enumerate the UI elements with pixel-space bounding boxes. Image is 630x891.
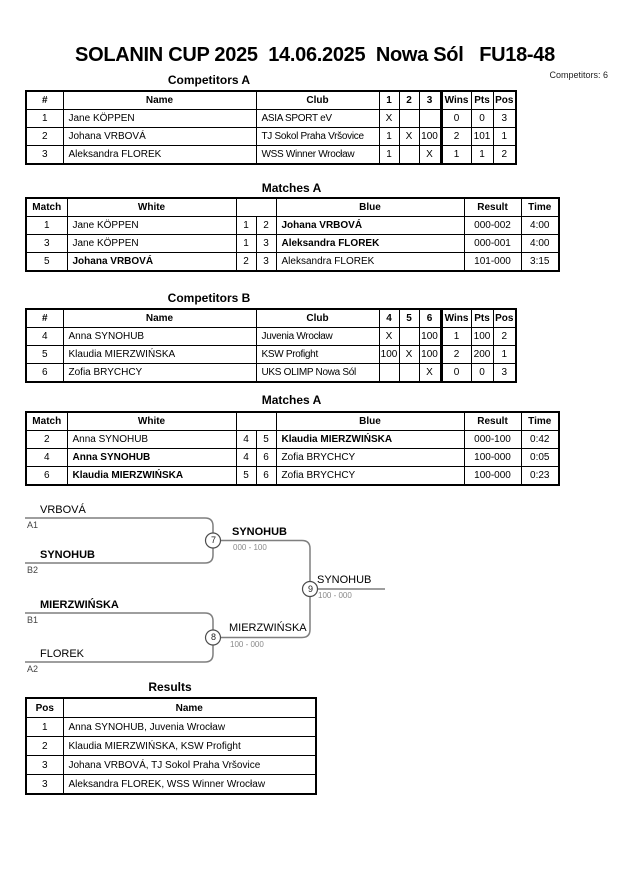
bracket-slot-name: MIERZWIŃSKA xyxy=(40,599,119,611)
page-title: SOLANIN CUP 2025 14.06.2025 Nowa Sól FU18-48 xyxy=(75,44,555,66)
bracket-winner-name: MIERZWIŃSKA xyxy=(229,622,307,634)
cell-pos: 1 xyxy=(493,346,516,364)
cell-wins: 0 xyxy=(441,364,471,383)
cell-blue-seed: 3 xyxy=(256,253,276,272)
bracket-line-a1 xyxy=(25,518,213,533)
section-title-matches-a: Matches A xyxy=(261,181,322,195)
cell-result-1: X xyxy=(379,328,399,346)
column-header: Pos xyxy=(26,698,63,718)
section-title-competitors-b: Competitors B xyxy=(167,291,251,305)
cell-result: 000-100 xyxy=(464,431,521,449)
cell-white-name: Jane KÖPPEN xyxy=(67,235,236,253)
cell-match-number: 4 xyxy=(26,449,67,467)
cell-white-name: Jane KÖPPEN xyxy=(67,217,236,235)
cell-wins: 2 xyxy=(441,346,471,364)
column-header: White xyxy=(67,198,236,217)
cell-time: 4:00 xyxy=(521,217,559,235)
column-header: Blue xyxy=(276,198,464,217)
table-header-row xyxy=(26,698,316,718)
column-header: # xyxy=(26,309,63,328)
cell-match-number: 6 xyxy=(26,467,67,486)
column-header: Club xyxy=(256,309,379,328)
cell-club: Juvenia Wrocław xyxy=(256,328,379,346)
cell-white-seed: 5 xyxy=(236,467,256,486)
cell-time: 0:05 xyxy=(521,449,559,467)
column-header: # xyxy=(26,91,63,110)
cell-result-3: 100 xyxy=(419,328,441,346)
competitors-count: Competitors: 6 xyxy=(549,70,608,80)
cell-result: 100-000 xyxy=(464,467,521,486)
cell-name: Jane KÖPPEN xyxy=(63,110,256,128)
cell-pts: 0 xyxy=(471,364,493,383)
column-header: 5 xyxy=(399,309,419,328)
cell-white-seed: 4 xyxy=(236,431,256,449)
column-header: Pts xyxy=(471,309,493,328)
cell-result: 100-000 xyxy=(464,449,521,467)
cell-wins: 1 xyxy=(441,146,471,165)
cell-result-3: X xyxy=(419,146,441,165)
cell-time: 3:15 xyxy=(521,253,559,272)
cell-pts: 0 xyxy=(471,110,493,128)
cell-name: Zofia BRYCHCY xyxy=(63,364,256,383)
cell-club: UKS OLIMP Nowa Sól xyxy=(256,364,379,383)
cell-pos: 3 xyxy=(493,110,516,128)
cell-number: 3 xyxy=(26,146,63,165)
column-header: 2 xyxy=(399,91,419,110)
bracket-slot-seed: A1 xyxy=(27,520,39,530)
cell-name: Johana VRBOVÁ, TJ Sokol Praha Vršovice xyxy=(63,756,316,775)
column-header: Pos xyxy=(493,91,516,110)
column-header: Club xyxy=(256,91,379,110)
bracket-line-b1 xyxy=(25,613,213,630)
cell-club: ASIA SPORT eV xyxy=(256,110,379,128)
section-title-matches-b: Matches A xyxy=(261,393,322,407)
cell-match-number: 2 xyxy=(26,431,67,449)
section-title-competitors-a: Competitors A xyxy=(167,73,251,87)
cell-blue-name: Zofia BRYCHCY xyxy=(276,467,464,486)
cell-pts: 200 xyxy=(471,346,493,364)
cell-result-1: 1 xyxy=(379,146,399,165)
column-header: Time xyxy=(521,412,559,431)
bracket-match-number: 8 xyxy=(210,632,216,642)
cell-wins: 1 xyxy=(441,328,471,346)
cell-result-1: 1 xyxy=(379,128,399,146)
bracket-slot-name: SYNOHUB xyxy=(40,549,96,561)
cell-white-seed: 4 xyxy=(236,449,256,467)
cell-result-3: X xyxy=(419,364,441,383)
cell-number: 5 xyxy=(26,346,63,364)
bracket-slot-name: FLOREK xyxy=(40,648,85,660)
results-table xyxy=(25,697,317,795)
table-row xyxy=(26,718,316,737)
cell-pos: 2 xyxy=(493,146,516,165)
column-header: Pos xyxy=(493,309,516,328)
cell-blue-seed: 2 xyxy=(256,217,276,235)
column-header: Blue xyxy=(276,412,464,431)
bracket-slot-name: VRBOVÁ xyxy=(40,504,86,516)
bracket-winner-name: SYNOHUB xyxy=(317,574,372,586)
cell-pos: 2 xyxy=(493,328,516,346)
table-row xyxy=(26,775,316,795)
cell-pos: 3 xyxy=(493,364,516,383)
cell-blue-seed: 6 xyxy=(256,467,276,486)
bracket-match-number: 9 xyxy=(307,584,313,594)
cell-result-2: X xyxy=(399,346,419,364)
bracket-slot-seed: B1 xyxy=(27,615,39,625)
cell-time: 0:42 xyxy=(521,431,559,449)
cell-white-name: Johana VRBOVÁ xyxy=(67,253,236,272)
cell-white-name: Klaudia MIERZWIŃSKA xyxy=(67,467,236,486)
cell-time: 4:00 xyxy=(521,235,559,253)
cell-blue-seed: 5 xyxy=(256,431,276,449)
cell-match-number: 1 xyxy=(26,217,67,235)
table-row xyxy=(26,756,316,775)
cell-blue-name: Aleksandra FLOREK xyxy=(276,235,464,253)
bracket-slot-seed: B2 xyxy=(27,565,39,575)
section-title-results: Results xyxy=(148,680,192,694)
cell-pos: 3 xyxy=(26,756,63,775)
column-header: Pts xyxy=(471,91,493,110)
cell-pos: 1 xyxy=(26,718,63,737)
column-header: Wins xyxy=(441,309,471,328)
cell-blue-name: Aleksandra FLOREK xyxy=(276,253,464,272)
cell-name: Aleksandra FLOREK xyxy=(63,146,256,165)
cell-wins: 0 xyxy=(441,110,471,128)
bracket-match-score: 100 - 000 xyxy=(230,640,264,649)
cell-wins: 2 xyxy=(441,128,471,146)
cell-name: Aleksandra FLOREK, WSS Winner Wrocław xyxy=(63,775,316,795)
bracket-match-score: 100 - 000 xyxy=(318,591,352,600)
cell-white-seed: 2 xyxy=(236,253,256,272)
column-header: 3 xyxy=(419,91,441,110)
cell-time: 0:23 xyxy=(521,467,559,486)
table-row xyxy=(26,737,316,756)
column-header: 6 xyxy=(419,309,441,328)
column-header: Name xyxy=(63,698,316,718)
cell-pos: 1 xyxy=(493,128,516,146)
cell-white-seed: 1 xyxy=(236,235,256,253)
cell-name: Anna SYNOHUB xyxy=(63,328,256,346)
cell-club: KSW Profight xyxy=(256,346,379,364)
cell-blue-name: Zofia BRYCHCY xyxy=(276,449,464,467)
cell-name: Klaudia MIERZWIŃSKA xyxy=(63,346,256,364)
cell-result-3: 100 xyxy=(419,128,441,146)
column-header: Time xyxy=(521,198,559,217)
cell-pts: 1 xyxy=(471,146,493,165)
cell-pts: 100 xyxy=(471,328,493,346)
cell-club: TJ Sokol Praha Vršovice xyxy=(256,128,379,146)
cell-blue-name: Johana VRBOVÁ xyxy=(276,217,464,235)
column-header: Match xyxy=(26,198,67,217)
cell-name: Anna SYNOHUB, Juvenia Wrocław xyxy=(63,718,316,737)
cell-white-name: Anna SYNOHUB xyxy=(67,449,236,467)
cell-number: 4 xyxy=(26,328,63,346)
column-header: Name xyxy=(63,91,256,110)
cell-name: Klaudia MIERZWIŃSKA, KSW Profight xyxy=(63,737,316,756)
column-header: Wins xyxy=(441,91,471,110)
cell-result-3: 100 xyxy=(419,346,441,364)
cell-white-seed: 1 xyxy=(236,217,256,235)
cell-number: 2 xyxy=(26,128,63,146)
column-header: 4 xyxy=(379,309,399,328)
cell-pts: 101 xyxy=(471,128,493,146)
cell-result-1: 100 xyxy=(379,346,399,364)
column-header: 1 xyxy=(379,91,399,110)
cell-result: 000-002 xyxy=(464,217,521,235)
cell-white-name: Anna SYNOHUB xyxy=(67,431,236,449)
bracket-slot-seed: A2 xyxy=(27,664,39,674)
cell-result-1: X xyxy=(379,110,399,128)
cell-match-number: 3 xyxy=(26,235,67,253)
cell-match-number: 5 xyxy=(26,253,67,272)
cell-number: 1 xyxy=(26,110,63,128)
cell-number: 6 xyxy=(26,364,63,383)
cell-name: Johana VRBOVÁ xyxy=(63,128,256,146)
cell-pos: 2 xyxy=(26,737,63,756)
cell-result-2: X xyxy=(399,128,419,146)
column-header: Result xyxy=(464,198,521,217)
cell-blue-seed: 6 xyxy=(256,449,276,467)
column-header: Result xyxy=(464,412,521,431)
cell-blue-name: Klaudia MIERZWIŃSKA xyxy=(276,431,464,449)
column-header: White xyxy=(67,412,236,431)
bracket-match-score: 000 - 100 xyxy=(233,543,267,552)
cell-pos: 3 xyxy=(26,775,63,795)
bracket-match-number: 7 xyxy=(210,535,216,545)
cell-club: WSS Winner Wrocław xyxy=(256,146,379,165)
cell-result: 000-001 xyxy=(464,235,521,253)
column-header: Name xyxy=(63,309,256,328)
cell-blue-seed: 3 xyxy=(256,235,276,253)
bracket-winner-name: SYNOHUB xyxy=(232,526,288,538)
cell-result: 101-000 xyxy=(464,253,521,272)
column-header: Match xyxy=(26,412,67,431)
